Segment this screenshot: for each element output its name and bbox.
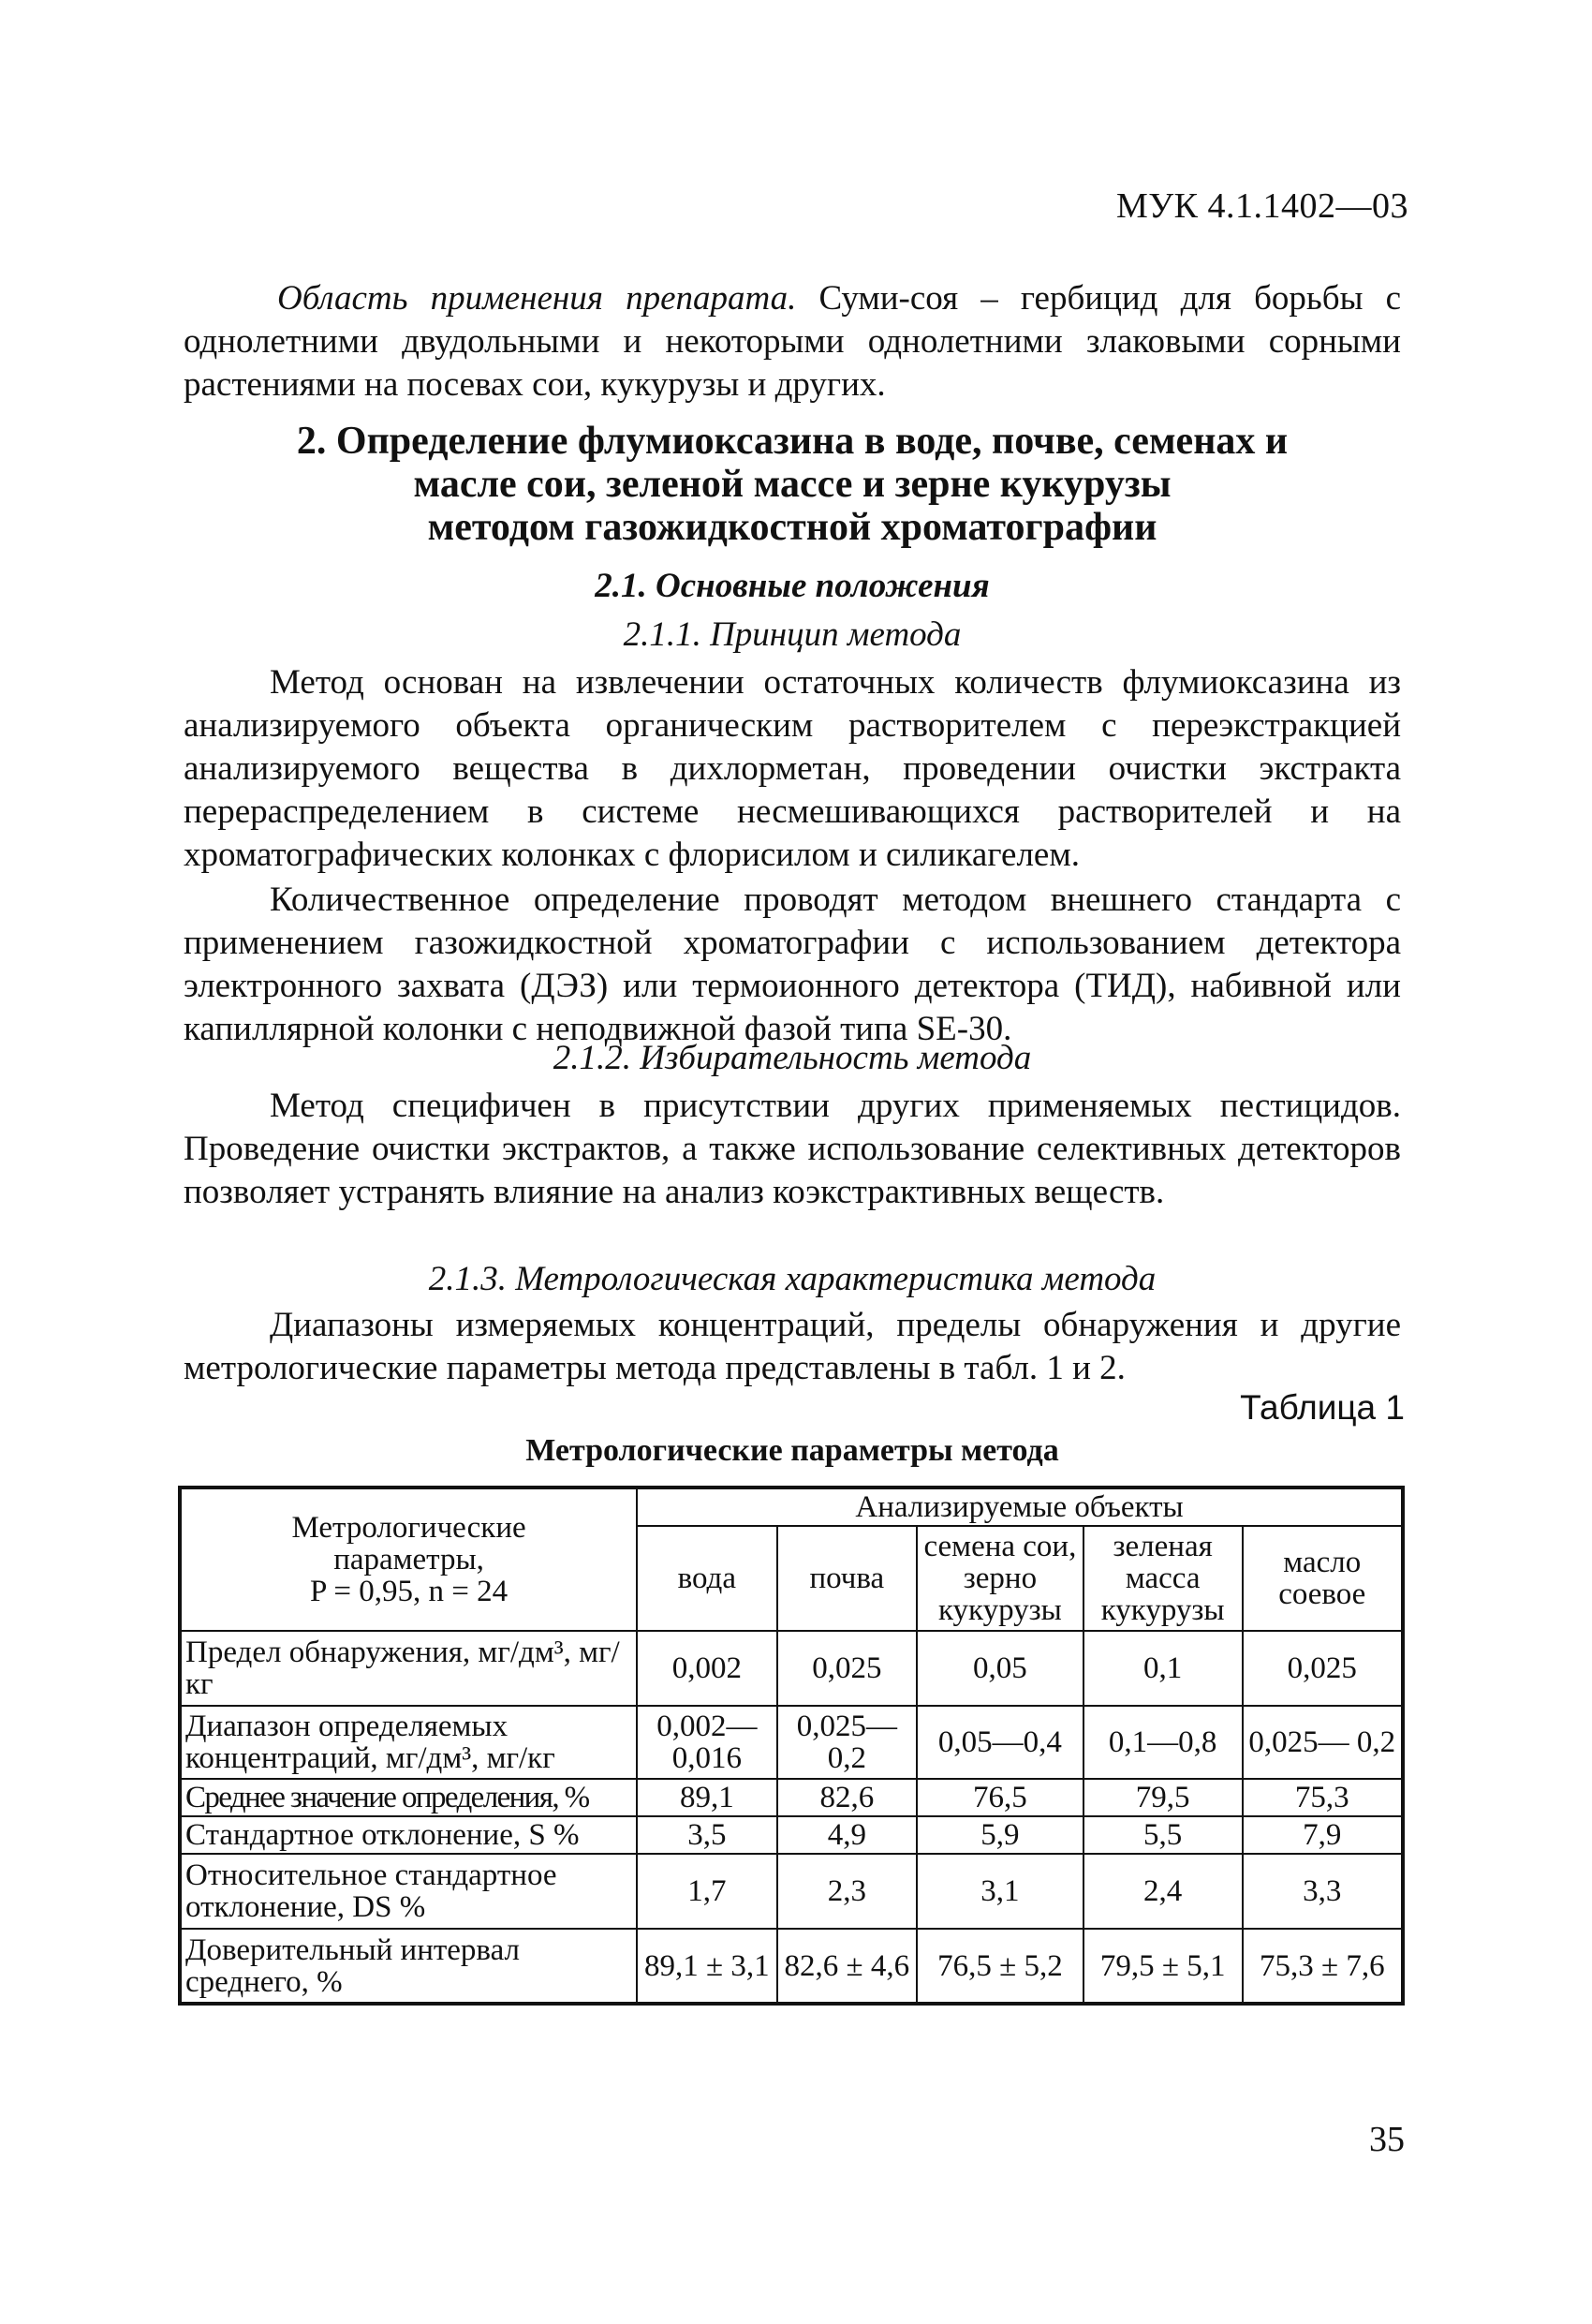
- value-cell: 75,3: [1243, 1779, 1403, 1816]
- table-row: [180, 1854, 1403, 1929]
- value-cell: 4,9: [777, 1816, 918, 1854]
- intro-text: Суми-соя – гербицид для борьбы с однолетними двудольными и некоторыми однолетними злаковыми сорными растениями на посевах сои, кукурузы и других.: [184, 279, 1401, 404]
- table-title: Метрологические параметры метода: [525, 1433, 1059, 1468]
- value-cell: 5,9: [917, 1816, 1083, 1854]
- table-number: Таблица 1: [1240, 1388, 1405, 1427]
- value-cell: 2,4: [1083, 1854, 1243, 1929]
- metrology-paragraph: Диапазоны измеряемых концентраций, пределы обнаружения и другие метрологические параметры метода представлены в табл. 1 и 2.: [184, 1306, 1401, 1387]
- intro-paragraph: [184, 277, 1401, 407]
- value-cell: 82,6: [777, 1779, 918, 1816]
- metrology-table: [178, 1486, 1405, 2006]
- subsection-2-1-3-title: 2.1.3. Метрологическая характеристика метода: [428, 1260, 1157, 1298]
- value-cell: 3,1: [917, 1854, 1083, 1929]
- value-cell: 3,3: [1243, 1854, 1403, 1929]
- param-cell: Среднее значение определения, %: [180, 1779, 637, 1816]
- param-cell: Стандартное отклонение, S %: [180, 1816, 637, 1854]
- value-cell: 3,5: [637, 1816, 776, 1854]
- value-cell: 1,7: [637, 1854, 776, 1929]
- value-cell: 79,5: [1083, 1779, 1243, 1816]
- column-header: почва: [777, 1526, 918, 1631]
- value-cell: 76,5 ± 5,2: [917, 1929, 1083, 2004]
- value-cell: 82,6 ± 4,6: [777, 1929, 918, 2004]
- param-cell: Относительное стандартное отклонение, DS %: [180, 1854, 637, 1929]
- value-cell: 0,025: [777, 1631, 918, 1706]
- column-header: зеленая масса кукурузы: [1083, 1526, 1243, 1631]
- section-title-line-1: 2. Определение флумиоксазина в воде, почве, семенах и: [296, 420, 1289, 463]
- column-header: масло соевое: [1243, 1526, 1403, 1631]
- page-number: 35: [1369, 2120, 1405, 2159]
- principle-paragraph-1: Метод основан на извлечении остаточных количеств флумиоксазина из анализируемого объекта органическим растворителем с переэкстракцией анализируемого вещества в дихлорметан, проведении очистки экстракта перераспределением в системе несмешивающихся растворителей и на хроматографических колонках с флорисилом и силикагелем.: [184, 663, 1401, 874]
- value-cell: 5,5: [1083, 1816, 1243, 1854]
- header-param-cell: Метрологические параметры, P = 0,95, n = 24: [180, 1488, 637, 1631]
- section-title: [184, 420, 1401, 549]
- value-cell: 79,5 ± 5,1: [1083, 1929, 1243, 2004]
- table-row: [180, 1631, 1403, 1706]
- value-cell: 0,05—0,4: [917, 1706, 1083, 1779]
- value-cell: 89,1: [637, 1779, 776, 1816]
- value-cell: 7,9: [1243, 1816, 1403, 1854]
- value-cell: 0,025— 0,2: [1243, 1706, 1403, 1779]
- value-cell: 76,5: [917, 1779, 1083, 1816]
- value-cell: 75,3 ± 7,6: [1243, 1929, 1403, 2004]
- header-group-cell: Анализируемые объекты: [637, 1488, 1403, 1526]
- value-cell: 0,1: [1083, 1631, 1243, 1706]
- table-row: [180, 1929, 1403, 2004]
- table-row: [180, 1816, 1403, 1854]
- table-row: [180, 1779, 1403, 1816]
- metrology-text: [184, 1304, 1401, 1390]
- subsection-2-1-title: 2.1. Основные положения: [595, 567, 990, 605]
- value-cell: 0,025: [1243, 1631, 1403, 1706]
- value-cell: 0,05: [917, 1631, 1083, 1706]
- document-code: МУК 4.1.1402—03: [1115, 186, 1408, 226]
- param-cell: Предел обнаружения, мг/дм³, мг/кг: [180, 1631, 637, 1706]
- subsection-2-1-2-title: 2.1.2. Избирательность метода: [553, 1039, 1032, 1077]
- value-cell: 89,1 ± 3,1: [637, 1929, 776, 2004]
- principle-paragraph-2: Количественное определение проводят методом внешнего стандарта с применением газожидкостной хроматографии с использованием детектора электронного захвата (ДЭЗ) или термоионного детектора (ТИД), набивной или капиллярной колонки с неподвижной фазой типа SE-30.: [184, 881, 1401, 1048]
- section-title-line-2: масле сои, зеленой массе и зерне кукурузы: [413, 463, 1172, 506]
- value-cell: 0,1—0,8: [1083, 1706, 1243, 1779]
- intro-lead: Область применения препарата.: [277, 279, 797, 318]
- value-cell: 0,002: [637, 1631, 776, 1706]
- selectivity-text: [184, 1085, 1401, 1214]
- column-header: семена сои, зерно кукурузы: [917, 1526, 1083, 1631]
- param-cell: Диапазон определяемых концентраций, мг/дм³, мг/кг: [180, 1706, 637, 1779]
- table-row: [180, 1706, 1403, 1779]
- value-cell: 0,002— 0,016: [637, 1706, 776, 1779]
- principle-text: [184, 661, 1401, 1051]
- param-cell: Доверительный интервал среднего, %: [180, 1929, 637, 2004]
- subsection-2-1-1-title: 2.1.1. Принцип метода: [623, 615, 962, 654]
- section-title-line-3: методом газожидкостной хроматографии: [427, 506, 1157, 549]
- value-cell: 0,025— 0,2: [777, 1706, 918, 1779]
- selectivity-paragraph: Метод специфичен в присутствии других применяемых пестицидов. Проведение очистки экстрактов, а также использование селективных детекторов позволяет устранять влияние на анализ коэкстрактивных веществ.: [184, 1087, 1401, 1211]
- column-header: вода: [637, 1526, 776, 1631]
- value-cell: 2,3: [777, 1854, 918, 1929]
